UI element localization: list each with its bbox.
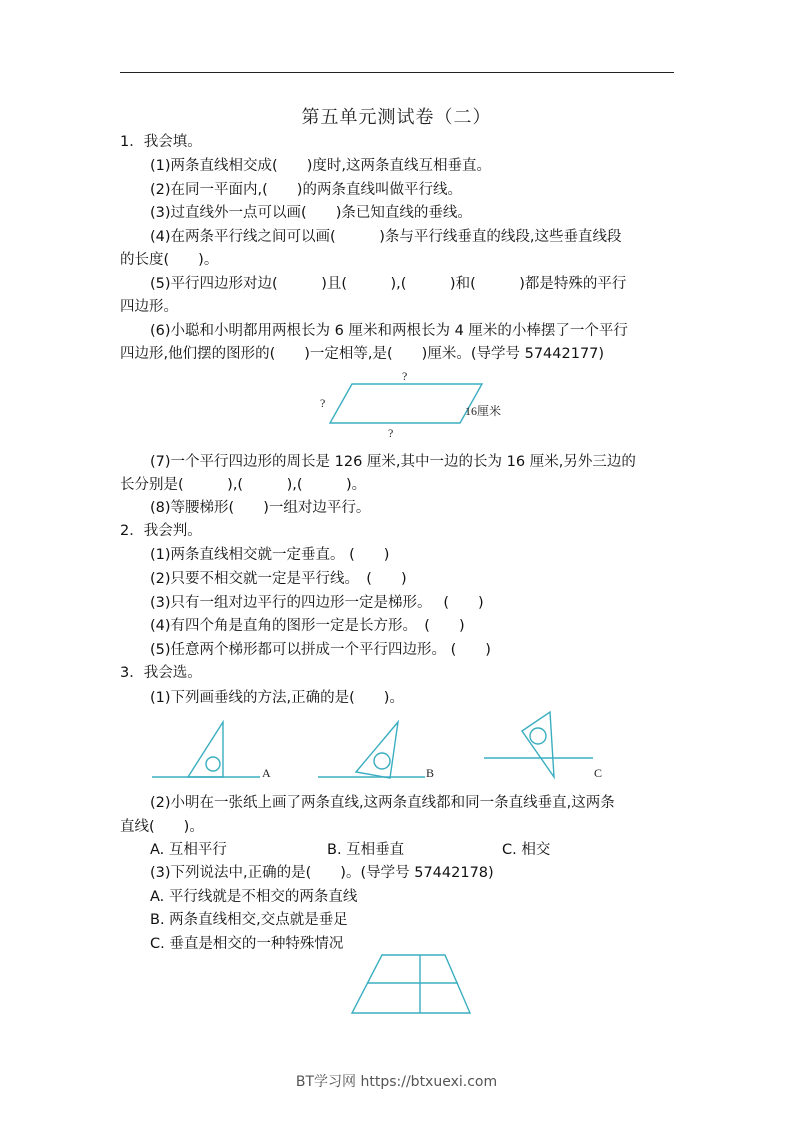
bottom-side-label: ? bbox=[388, 426, 394, 440]
s1-q2: (2)在同一平面内,( )的两条直线叫做平行线。 bbox=[150, 182, 462, 198]
perpendicular-methods-figure bbox=[140, 705, 620, 795]
parallelogram-figure bbox=[300, 365, 530, 445]
s3-q2-line1: (2)小明在一张纸上画了两条直线,这两条直线都和同一条直线垂直,这两条 bbox=[150, 795, 615, 811]
s1-q6-line2: 四边形,他们摆的图形的( )一定相等,是( )厘米。(导学号 57442177) bbox=[120, 346, 605, 362]
s1-q4-line2: 的长度( )。 bbox=[120, 252, 219, 268]
s3-q1: (1)下列画垂线的方法,正确的是( )。 bbox=[150, 690, 404, 706]
figure-b-label: B bbox=[426, 766, 435, 780]
trapezoid-shape bbox=[352, 955, 470, 1013]
s3-q2-option-b: B. 互相垂直 bbox=[327, 842, 405, 858]
s2-item-3: (3)只有一组对边平行的四边形一定是梯形。 ( ) bbox=[150, 595, 484, 611]
figure-a-label: A bbox=[262, 766, 271, 780]
s3-q2-line2: 直线( )。 bbox=[120, 819, 204, 835]
s3-q3-option-c: C. 垂直是相交的一种特殊情况 bbox=[150, 936, 344, 952]
right-side-label: 16厘米 bbox=[465, 404, 502, 418]
parallelogram-shape bbox=[330, 384, 482, 423]
s1-q4-line1: (4)在两条平行线之间可以画( )条与平行线垂直的线段,这些垂直线段 bbox=[150, 229, 622, 245]
left-side-label: ? bbox=[320, 396, 326, 410]
s1-q5-line1: (5)平行四边形对边( )且( ),( )和( )都是特殊的平行 bbox=[150, 276, 627, 292]
s3-q3-option-b: B. 两条直线相交,交点就是垂足 bbox=[150, 912, 348, 928]
header-rule bbox=[120, 72, 674, 73]
section2-heading: 2．我会判。 bbox=[120, 523, 202, 539]
figure-c-label: C bbox=[594, 766, 603, 780]
s1-q7-line1: (7)一个平行四边形的周长是 126 厘米,其中一边的长为 16 厘米,另外三边的 bbox=[150, 454, 636, 470]
s1-q6-line1: (6)小聪和小明都用两根长为 6 厘米和两根长为 4 厘米的小棒摆了一个平行 bbox=[150, 323, 628, 339]
s3-q2-option-a: A. 互相平行 bbox=[150, 842, 227, 858]
figure-a bbox=[152, 722, 271, 780]
section1-heading: 1．我会填。 bbox=[120, 134, 202, 150]
s2-item-1: (1)两条直线相交就一定垂直。 ( ) bbox=[150, 547, 390, 563]
s1-q1: (1)两条直线相交成( )度时,这两条直线互相垂直。 bbox=[150, 158, 491, 174]
s2-item-2: (2)只要不相交就一定是平行线。 ( ) bbox=[150, 571, 407, 587]
s2-item-5: (5)任意两个梯形都可以拼成一个平行四边形。 ( ) bbox=[150, 642, 491, 658]
section3-heading: 3．我会选。 bbox=[120, 665, 202, 681]
s1-q7-line2: 长分别是( ),( ),( )。 bbox=[120, 477, 367, 493]
footer-watermark: BT学习网 https://btxuexi.com bbox=[295, 1074, 498, 1090]
page-title: 第五单元测试卷（二） bbox=[301, 107, 492, 128]
s3-q3-option-a: A. 平行线就是不相交的两条直线 bbox=[150, 889, 358, 905]
s3-q3: (3)下列说法中,正确的是( )。(导学号 57442178) bbox=[150, 865, 494, 881]
trapezoid-figure bbox=[330, 945, 475, 1025]
s1-q3: (3)过直线外一点可以画( )条已知直线的垂线。 bbox=[150, 205, 472, 221]
figure-c bbox=[484, 712, 602, 780]
s2-item-4: (4)有四个角是直角的图形一定是长方形。 ( ) bbox=[150, 618, 465, 634]
top-side-label: ? bbox=[402, 369, 408, 383]
s1-q8: (8)等腰梯形( )一组对边平行。 bbox=[150, 500, 371, 516]
figure-b bbox=[318, 722, 434, 780]
s3-q2-option-c: C. 相交 bbox=[502, 842, 551, 858]
s1-q5-line2: 四边形。 bbox=[120, 299, 178, 315]
